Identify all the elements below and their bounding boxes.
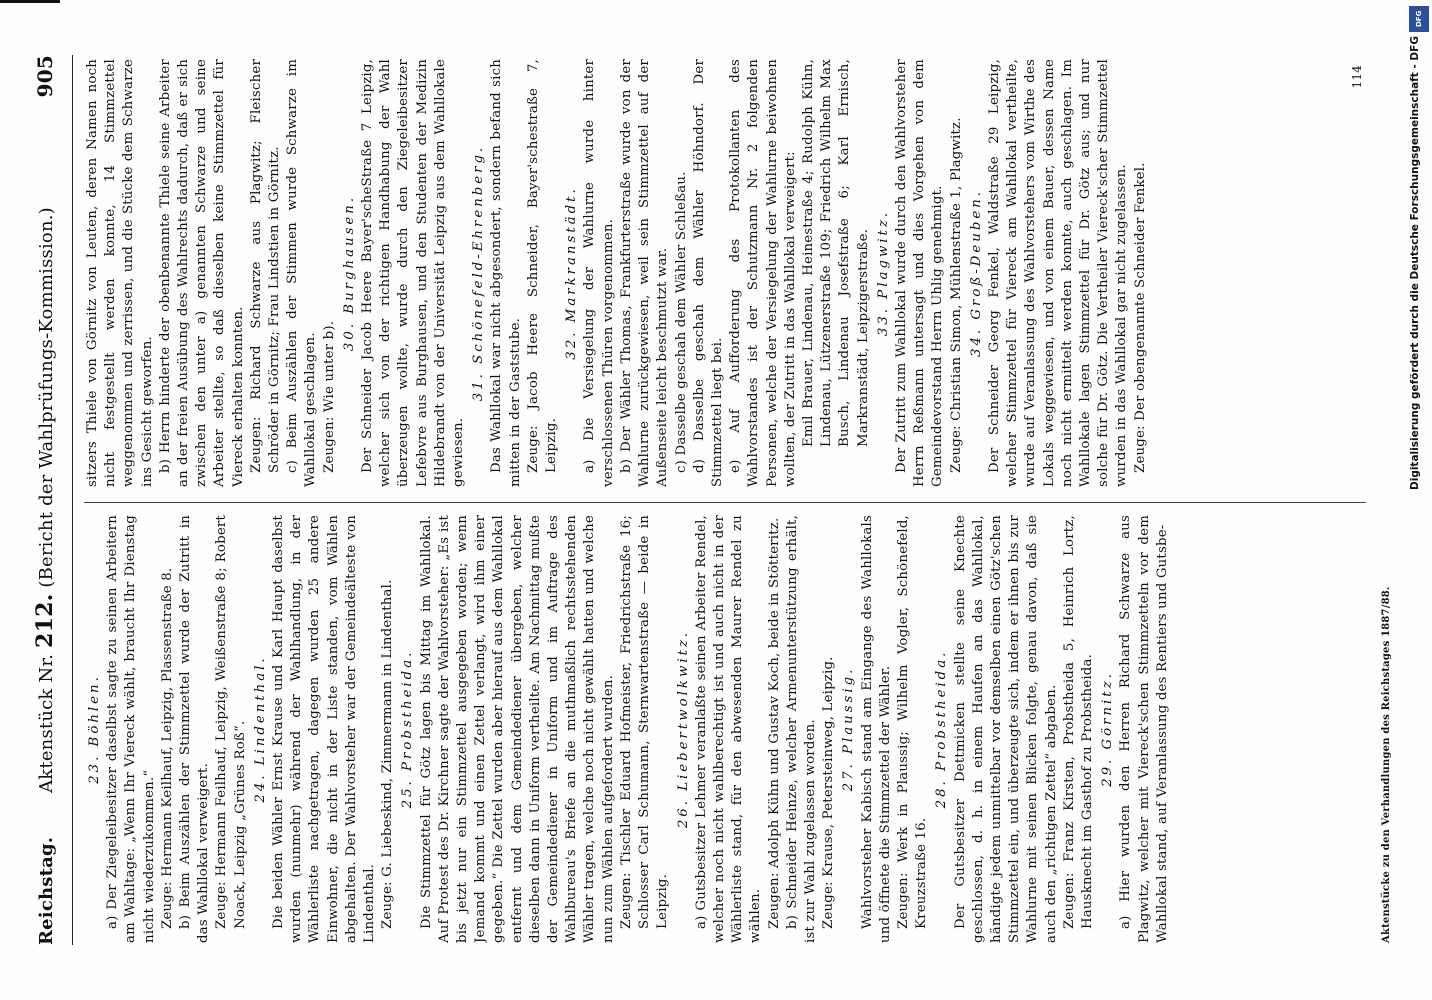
left-column bbox=[84, 515, 1376, 943]
paragraph: Die Stimmzettel für Götz lagen bis Mittag im Wahllokal. Auf Protest des Dr. Kirchner sagte der Wahlvorsteher: „Es ist bis jetzt nur ein Stimmzettel ausgegeben worden; wenn Jemand kommt und einen Zettel verlangt, wird ihm einer gegeben.“ Die Zettel wurden aber hierauf aus dem Wahllokal entfernt und dem Gemeindediener übergeben, welcher dieselben dann in Uniform vertheilte. Am Nachmittag mußte der Gemeindediener in Uniform und im Auftrage des Wahlbureau's Briefe an die muthmaßlich rechtsstehenden Wähler tragen, welche noch nicht gewählt hatten und welche nun zum Wählen aufgefordert wurden. bbox=[418, 515, 616, 943]
section-title: 33. Plagwitz. bbox=[875, 209, 891, 337]
section-title: 26. Liebertwolkwitz. bbox=[675, 629, 691, 829]
witness-line: Zeuge: Krause, Petersteinweg, Leipzig. bbox=[821, 656, 837, 929]
paragraph: Der Gutsbesitzer Dettmicken stellte seine Knechte geschlossen, d. h. in einem Haufen an das Wahllokal, händigte jedem unmittelbar vor demselben einen Götz'schen Stimmzettel ein, und überzeugte sich, indem er ihnen bis zur Wahlurne mit seinen Blicken folgte, genau davon, daß sie auch den „richtigen Zettel“ abgaben. bbox=[952, 515, 1059, 943]
witness-line: Zeuge: Hermann Feilhauf, Leipzig, Weißenstraße 8; Robert Noack, Leipzig „Grünes Roß“. bbox=[214, 515, 248, 929]
paragraph: b) Der Wähler Thomas, Frankfurterstraße wurde von der Wahlurne zurückgewiesen, weil sein Stimmzettel auf der Außenseite leicht beschmutzt war. bbox=[618, 59, 671, 487]
witness-line: Zeuge: Jacob Heere Schneider, Bayer'schestraße 7, Leipzig. bbox=[525, 59, 560, 473]
section-title: 23. Böhlen. bbox=[87, 674, 102, 784]
witness-line: Zeugen: Werk in Plaussig; Wilhelm Vogler, Schönefeld, Kreuzstraße 16. bbox=[895, 515, 930, 929]
name-list: Emil Brauer, Lindenau, Heinestraße 4; Rudolph Kühn, Lindenau, Lützenerstraße 109; Friedrich Wilhelm Max Busch, Lindenau Josefstraße 6; Karl Ernisch, Markranstädt, Leipzigerstraße. bbox=[800, 59, 871, 447]
paragraph: Wahlvorsteher Kabisch stand am Eingange des Wahllokals und öffnete die Stimmzettel der Wähler. bbox=[859, 515, 893, 943]
corner-mark bbox=[0, 0, 60, 3]
section-title: 34. Groß-Deuben. bbox=[968, 189, 984, 357]
paragraph: Die beiden Wähler Ernst Krause und Karl Haupt daselbst wurden (nunmehr) während der Wahlhandlung, in der Wählerliste nachgetragen, dagegen wurden 25 andere Einwohner, die nicht in der Liste standen, vom Wählen abgehalten. Der Wahlvorsteher war der Gemeindeälteste von Lindenthal. bbox=[271, 515, 378, 943]
paragraph: sitzers Thiele von Görnitz von Leuten, deren Namen noch nicht festgestellt werden konnte, 14 Stimmzettel weggenommen und zerrissen, und die Stücke dem Schwarze ins Gesicht geworfen. bbox=[85, 59, 155, 487]
section-title: 25. Probstheida. bbox=[400, 649, 416, 809]
section-title: 32. Markranstädt. bbox=[564, 186, 580, 360]
section-title: 30. Burghausen. bbox=[341, 194, 357, 352]
page-footer: Aktenstücke zu den Verhandlungen des Reichstages 1887/88. bbox=[1380, 586, 1392, 943]
witness-line: Zeugen: Richard Schwarze aus Plagwitz; Fleischer Schröder in Görnitz; Frau Lindstien in Görnitz. bbox=[248, 59, 283, 473]
digitization-note: Digitalisierung gefördert durch die Deutsche Forschungsgemeinschaft - DFG bbox=[1409, 36, 1421, 490]
paragraph: b) Beim Auszählen der Stimmzettel wurde der Zutritt in das Wahllokal verweigert. bbox=[178, 515, 212, 943]
witness-line: Zeugen: Tischler Eduard Hofmeister, Friedrichstraße 16; Schlosser Carl Schumann, Sternwartenstraße — beide in Leipzig. bbox=[618, 515, 671, 929]
page-number: 905 bbox=[33, 55, 57, 98]
paragraph: c) Beim Auszählen der Stimmen wurde Schwarze im Wahllokal geschlagen. bbox=[285, 59, 319, 487]
column-divider bbox=[84, 502, 1366, 503]
section-title: 27. Plaussig. bbox=[841, 666, 857, 792]
paragraph: Das Wahllokal war nicht abgesondert, sondern befand sich mitten in der Gaststube. bbox=[489, 59, 523, 487]
header-number: 212. bbox=[32, 593, 58, 648]
header-suffix: (Bericht der Wahlprüfungs-Kommission.) bbox=[36, 207, 57, 588]
witness-line: Zeugen: Wie unter b). bbox=[321, 320, 337, 473]
paragraph: Der Schneider Georg Fenkel, Waldstraße 29 Leipzig, welcher Stimmzettel für Viereck am Wahllokal vertheilte, wurde auf Veranlassung des Wahlvorstehers vom Wirthe des Lokals weggewiesen, und von einem Bauer, dessen Name noch nicht ermittelt werden konnte, auch geschlagen. Im Wahllokale lagen Stimmzettel für Dr. Götz aus; und nur solche für Dr. Götz. Die Vertheiler Viereck'scher Stimmzettel wurden in das Wahllokal gar nicht zugelassen. bbox=[986, 59, 1130, 487]
section-title: 28. Probstheida. bbox=[934, 649, 950, 809]
paragraph: b) Herrn hinderte der obenbenannte Thiele seine Arbeiter an der freien Ausübung des Wahlrechts dadurch, daß er sich zwischen den unter a) genannten Schwarze und seine Arbeiter stellte, so daß dieselben keine Stimmzettel für Viereck erhalten konnten. bbox=[157, 59, 246, 487]
section-title: 24. Lindenthal. bbox=[252, 655, 268, 803]
right-column bbox=[84, 59, 1376, 487]
header-title bbox=[32, 115, 58, 885]
section-title: 31. Schönefeld-Ehrenberg. bbox=[471, 144, 487, 402]
witness-line: Zeuge: Hermann Keilhauf, Leipzig, Plassenstraße 8. bbox=[159, 567, 175, 929]
paragraph: d) Dasselbe geschah dem Wähler Höhndorf. Der Stimmzettel liegt bei. bbox=[691, 59, 725, 487]
header-prefix: Aktenstück Nr. bbox=[36, 653, 57, 793]
witness-line: Zeuge: Christian Simon, Mühlenstraße 1, Plagwitz. bbox=[948, 117, 964, 473]
document-page bbox=[26, 35, 1406, 965]
witness-line: Zeugen: Franz Kirsten, Probstheida 5, Heinrich Lortz, Hausknecht im Gasthof zu Probstheida. bbox=[1061, 515, 1095, 929]
witness-line: Zeuge: G. Liebeskind, Zimmermann in Lindenthal. bbox=[380, 579, 396, 929]
page-header bbox=[32, 55, 73, 945]
paragraph: Der Schneider Jacob Heere Bayer'scheStraße 7 Leipzig, welcher sich von der richtigen Handhabung der Wahl überzeugen wollte, wurde durch den Ziegeleibesitzer Lefebvre aus Burghausen, und den Studenten der Medizin Hildebrandt von der Universität Leipzig aus dem Wahllokale gewiesen. bbox=[360, 59, 467, 487]
paragraph: a) Der Ziegeleibesitzer daselbst sagte zu seinen Arbeitern am Wahltage: „Wenn Ihr Viereck wählt, braucht Ihr Dienstag nicht wiederzukommen.“ bbox=[105, 515, 157, 943]
sheet-number: 114 bbox=[1349, 65, 1364, 89]
witness-line: Zeuge: Der obengenannte Schneider Fenkel. bbox=[1132, 162, 1148, 473]
paragraph: a) Die Versiegelung der Wahlurne wurde hinter verschlossenen Thüren vorgenommen. bbox=[582, 59, 616, 487]
witness-line: Zeugen: Adolph Kühn und Gustav Koch, beide in Stötteritz. bbox=[766, 517, 782, 929]
paragraph: e) Auf Aufforderung des Protokollanten des Wahlvorstandes ist der Schutzmann Nr. 2 folgenden Personen, welche der Versiegelung der Wahlurne beiwohnen wollten, der Zutritt in das Wahllokal verweigert: bbox=[728, 59, 798, 487]
section-title: 29. Görnitz. bbox=[1100, 671, 1116, 787]
dfg-logo: DFG bbox=[1409, 6, 1429, 32]
paragraph: Der Zutritt zum Wahllokal wurde durch den Wahlvorsteher Herrn Reßmann untersagt und dies Vorgehen von dem Gemeindevorstand Herrn Uhlig genehmigt. bbox=[893, 59, 946, 487]
header-left: Reichstag. bbox=[36, 836, 57, 945]
paragraph: b) Schneider Heinze, welcher Armenunterstützung erhält, ist zur Wahl zugelassen worden. bbox=[784, 515, 818, 943]
paragraph: a) Hier wurden den Herren Richard Schwarze aus Plagwitz, welcher mit Viereck'schen Stimmzetteln vor dem Wahllokal stand, auf Veranlassung des Rentiers und Gutsbe- bbox=[1118, 515, 1170, 943]
paragraph: a) Gutsbesitzer Lehmer veranlaßte seinen Arbeiter Rendel, welcher noch nicht wahlberechtigt ist und auch nicht in der Wählerliste stand, für den abwesenden Maurer Rendel zu wählen. bbox=[693, 515, 764, 943]
paragraph: c) Dasselbe geschah dem Wähler Schleßau. bbox=[673, 171, 689, 473]
